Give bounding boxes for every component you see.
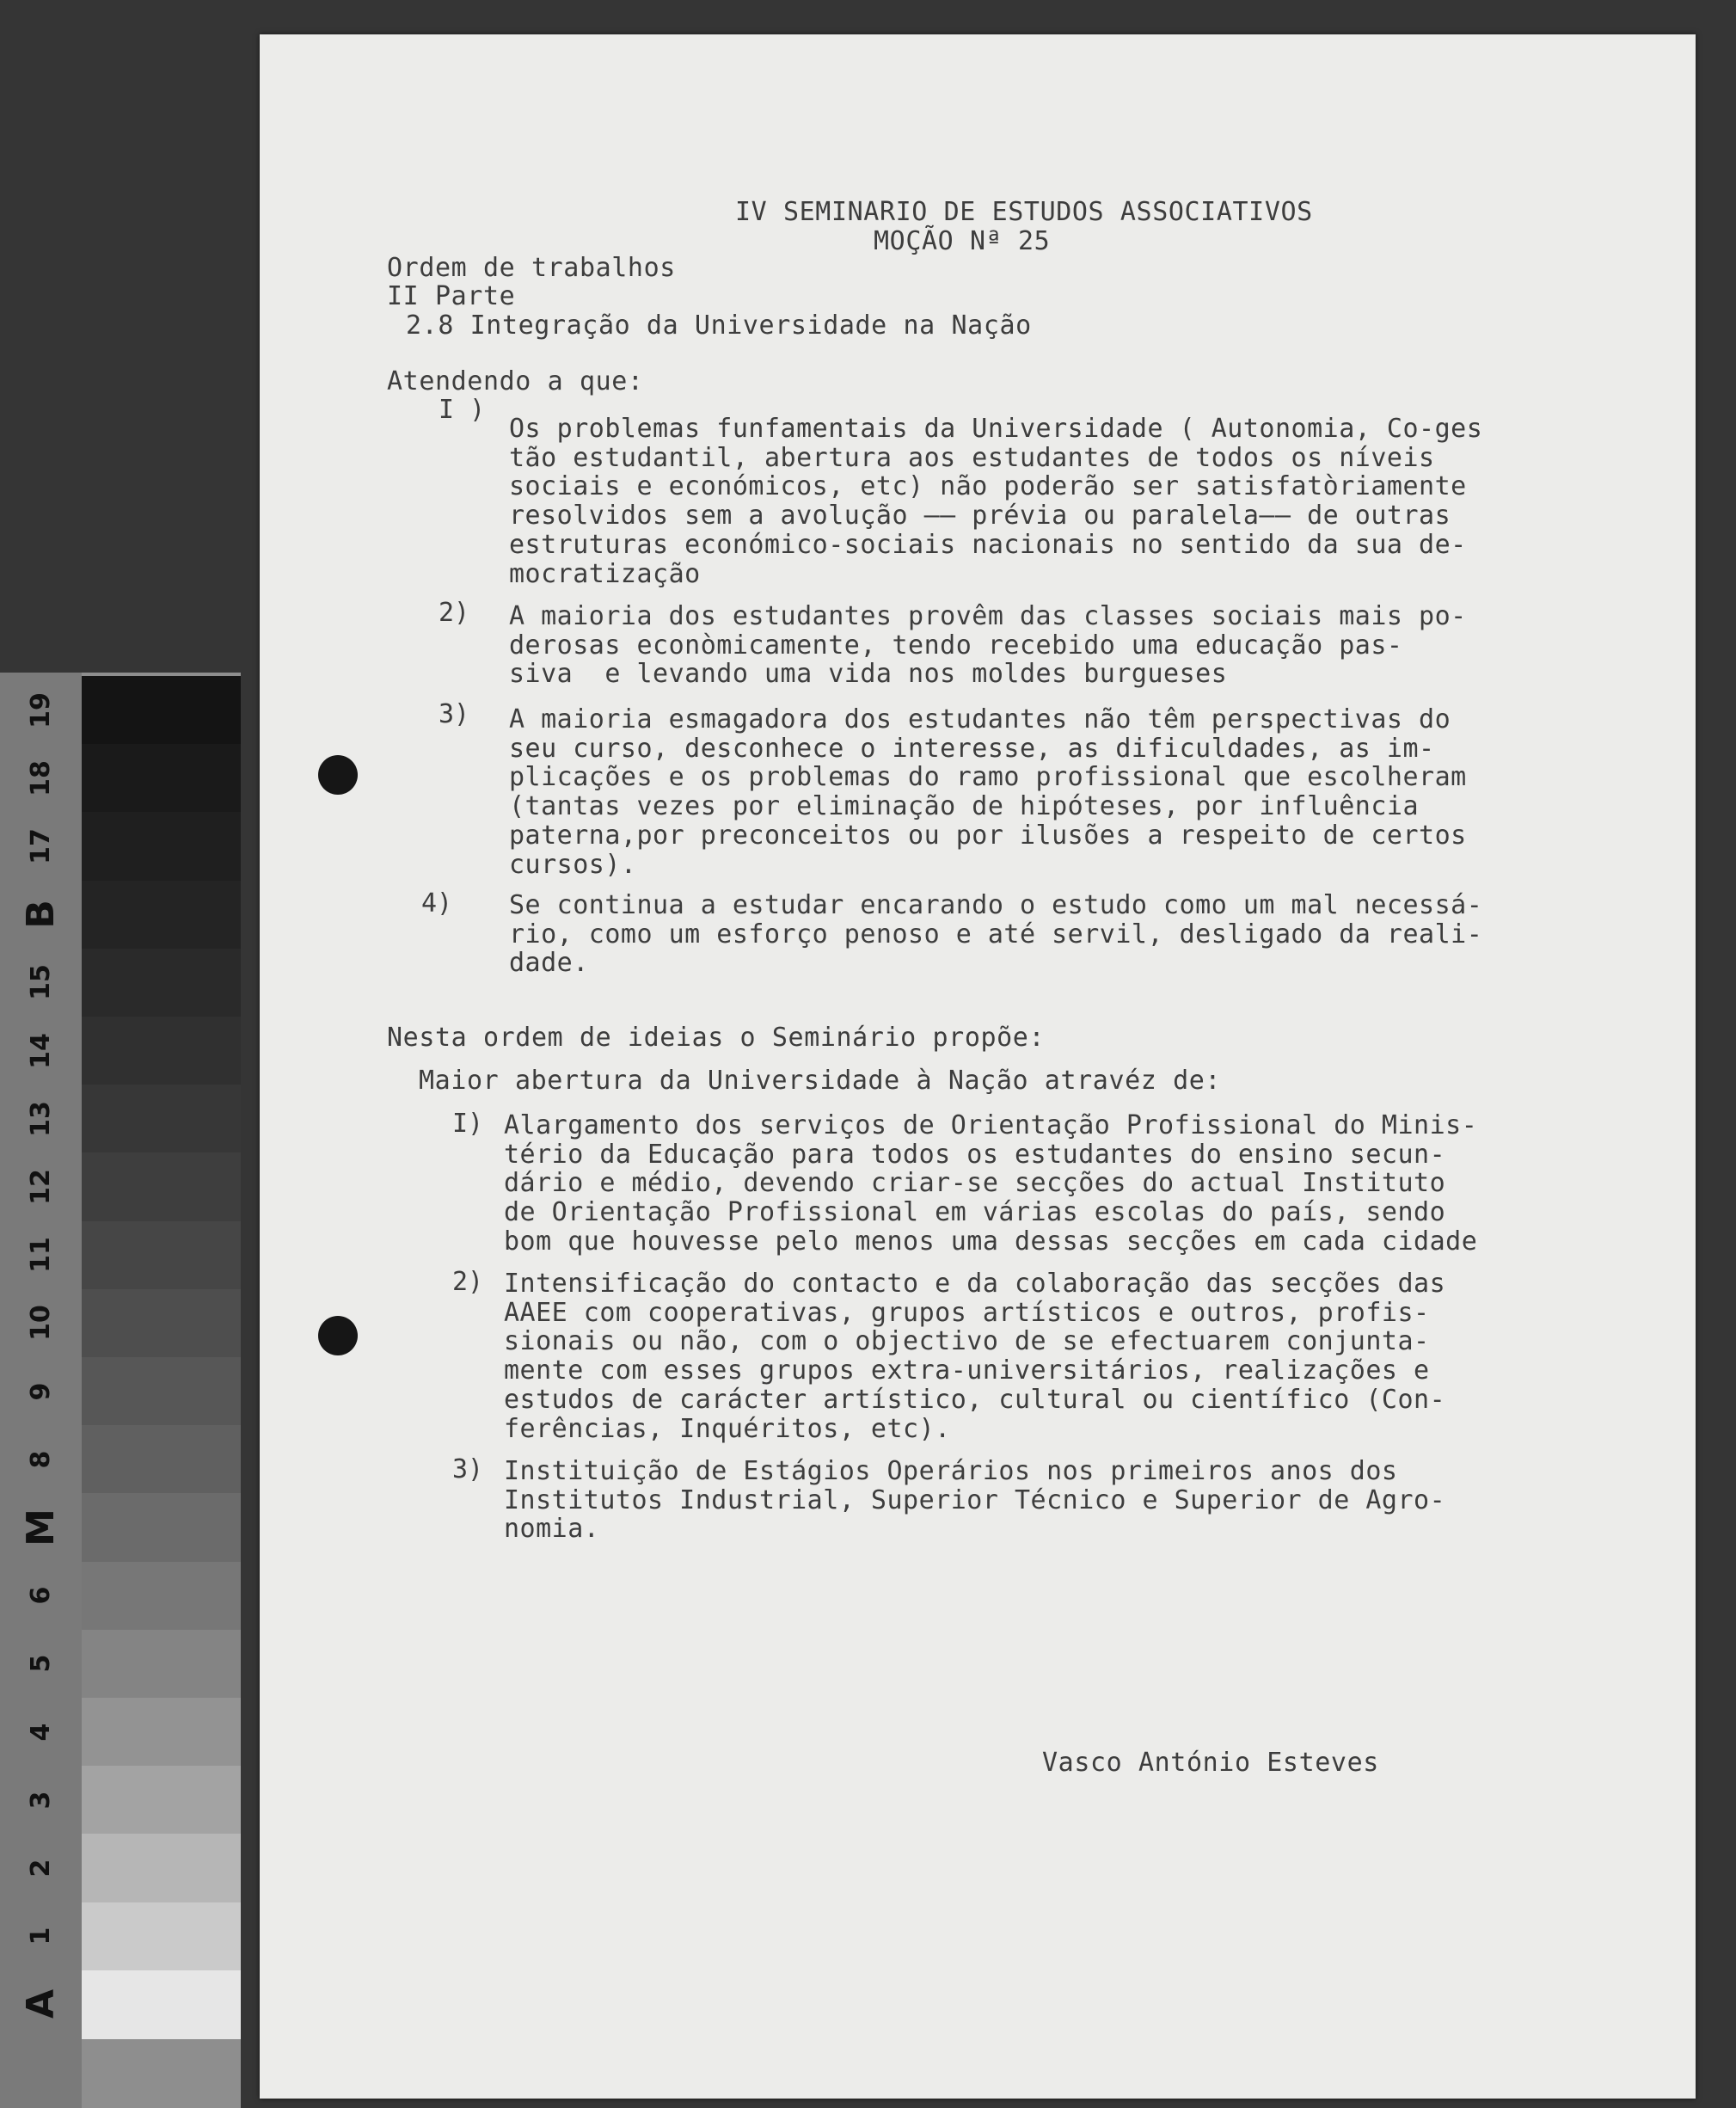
order-part: II Parte xyxy=(387,281,516,311)
gray-patch xyxy=(82,744,241,813)
punch-hole xyxy=(318,755,358,795)
document-heading: IV SEMINARIO DE ESTUDOS ASSOCIATIVOS xyxy=(735,197,1313,227)
scale-label: B xyxy=(19,900,63,929)
proposal-text: Alargamento dos serviços de Orientação Profissional do Minis- tério da Educação para todos os estudantes do ensino secun- dário e médio, devendo criar-se secções do actual Instituto de Orientação Profissional em várias escolas do país, sendo bom que houvesse pelo menos uma dessas secções em cada cidade xyxy=(504,1110,1478,1257)
gray-patch xyxy=(82,1289,241,1358)
consideration-text: A maioria esmagadora dos estudantes não têm perspectivas do seu curso, desconhece o interesse, as dificuldades, as im- plicações e os problemas do ramo profissional que escolheram (tantas vezes por eliminação de hipóteses, por influência paterna,por preconceitos ou por ilusões a respeito de certos cursos). xyxy=(509,704,1467,880)
scale-label: 5 xyxy=(26,1654,56,1673)
scale-label: 13 xyxy=(26,1100,56,1137)
gray-patch xyxy=(82,1017,241,1085)
gray-patch xyxy=(82,881,241,950)
scale-label: 19 xyxy=(26,691,56,728)
scale-label: 12 xyxy=(26,1169,56,1205)
scale-label: 18 xyxy=(26,759,56,796)
gray-patch xyxy=(82,1085,241,1153)
scale-label: 14 xyxy=(26,1032,56,1069)
gray-patch xyxy=(82,676,241,745)
gray-patch xyxy=(82,949,241,1017)
punch-hole xyxy=(318,1316,358,1355)
scale-label: M xyxy=(19,1509,63,1546)
proposal-number: 2) xyxy=(452,1267,484,1297)
scale-label: 2 xyxy=(26,1859,56,1878)
gray-patch xyxy=(82,1357,241,1426)
scale-label: 17 xyxy=(26,828,56,864)
consideration-number: 2) xyxy=(439,598,470,628)
signature: Vasco António Esteves xyxy=(1042,1748,1379,1778)
gray-patch xyxy=(82,1698,241,1767)
scale-label: 10 xyxy=(26,1305,56,1342)
proposal-number: 3) xyxy=(452,1454,484,1484)
scale-label: 1 xyxy=(26,1927,56,1945)
proposal-subheading: Maior abertura da Universidade à Nação atravéz de: xyxy=(419,1066,1222,1096)
order-item: 2.8 Integração da Universidade na Nação xyxy=(406,310,1032,341)
gray-patch xyxy=(82,1970,241,2039)
color-scale-target xyxy=(0,673,241,2108)
consideration-number: 4) xyxy=(421,888,453,919)
considerations-intro: Atendendo a que: xyxy=(387,366,644,396)
scale-label: 6 xyxy=(26,1586,56,1605)
consideration-number: 3) xyxy=(439,699,470,729)
gray-patch xyxy=(82,1834,241,1902)
document-page xyxy=(260,34,1696,2099)
scale-label: 9 xyxy=(26,1382,56,1401)
proposal-text: Intensificação do contacto e da colaboração das secções das AAEE com cooperativas, grupos artísticos e outros, profis- sionais ou não, com o objectivo de se efectuarem conjunta- mente com esses grupos extra-universitários, realizações e estudos de carácter artístico, cultural ou científico (Con- ferências, Inquéritos, etc). xyxy=(504,1269,1446,1444)
scale-label: 15 xyxy=(26,964,56,1001)
gray-patch xyxy=(82,1152,241,1221)
gray-patch xyxy=(82,1221,241,1290)
gray-patch xyxy=(82,1425,241,1494)
consideration-text: A maioria dos estudantes provêm das classes sociais mais po- derosas econòmicamente, tendo recebido uma educação pas- siva e levando uma vida nos moldes burgueses xyxy=(509,601,1467,690)
gray-patch xyxy=(82,812,241,881)
motion-number: MOÇÃO Nª 25 xyxy=(874,226,1051,256)
proposal-intro: Nesta ordem de ideias o Seminário propõe: xyxy=(387,1023,1046,1053)
gray-patch xyxy=(82,1766,241,1835)
proposal-text: Instituição de Estágios Operários nos primeiros anos dos Institutos Industrial, Superior Técnico e Superior de Agro- nomia. xyxy=(504,1456,1446,1545)
consideration-text: Se continua a estudar encarando o estudo como um mal necessá- rio, como um esforço penoso e até servil, desligado da reali- dade. xyxy=(509,890,1483,979)
gray-patch xyxy=(82,1902,241,1971)
proposal-number: I) xyxy=(452,1109,484,1139)
scale-label: 3 xyxy=(26,1791,56,1810)
consideration-number: I ) xyxy=(439,395,486,425)
gray-patch xyxy=(82,1630,241,1699)
gray-patch xyxy=(82,1562,241,1631)
scale-label: 11 xyxy=(26,1237,56,1274)
scale-label: 4 xyxy=(26,1723,56,1742)
consideration-text: Os problemas funfamentais da Universidade ( Autonomia, Co-ges tão estudantil, abertura aos estudantes de todos os níveis sociais e económicos, etc) não poderão ser satisfatòriamente resolvidos sem a avolução —— prévia ou paralela—— de outras estruturas económico-sociais nacionais no sentido da sua de- mocratização xyxy=(509,414,1483,589)
scale-label: 8 xyxy=(26,1450,56,1469)
order-of-work: Ordem de trabalhos xyxy=(387,253,676,283)
gray-patch xyxy=(82,1493,241,1562)
scale-label: A xyxy=(19,1989,63,2019)
scale-label-strip xyxy=(0,673,82,2108)
